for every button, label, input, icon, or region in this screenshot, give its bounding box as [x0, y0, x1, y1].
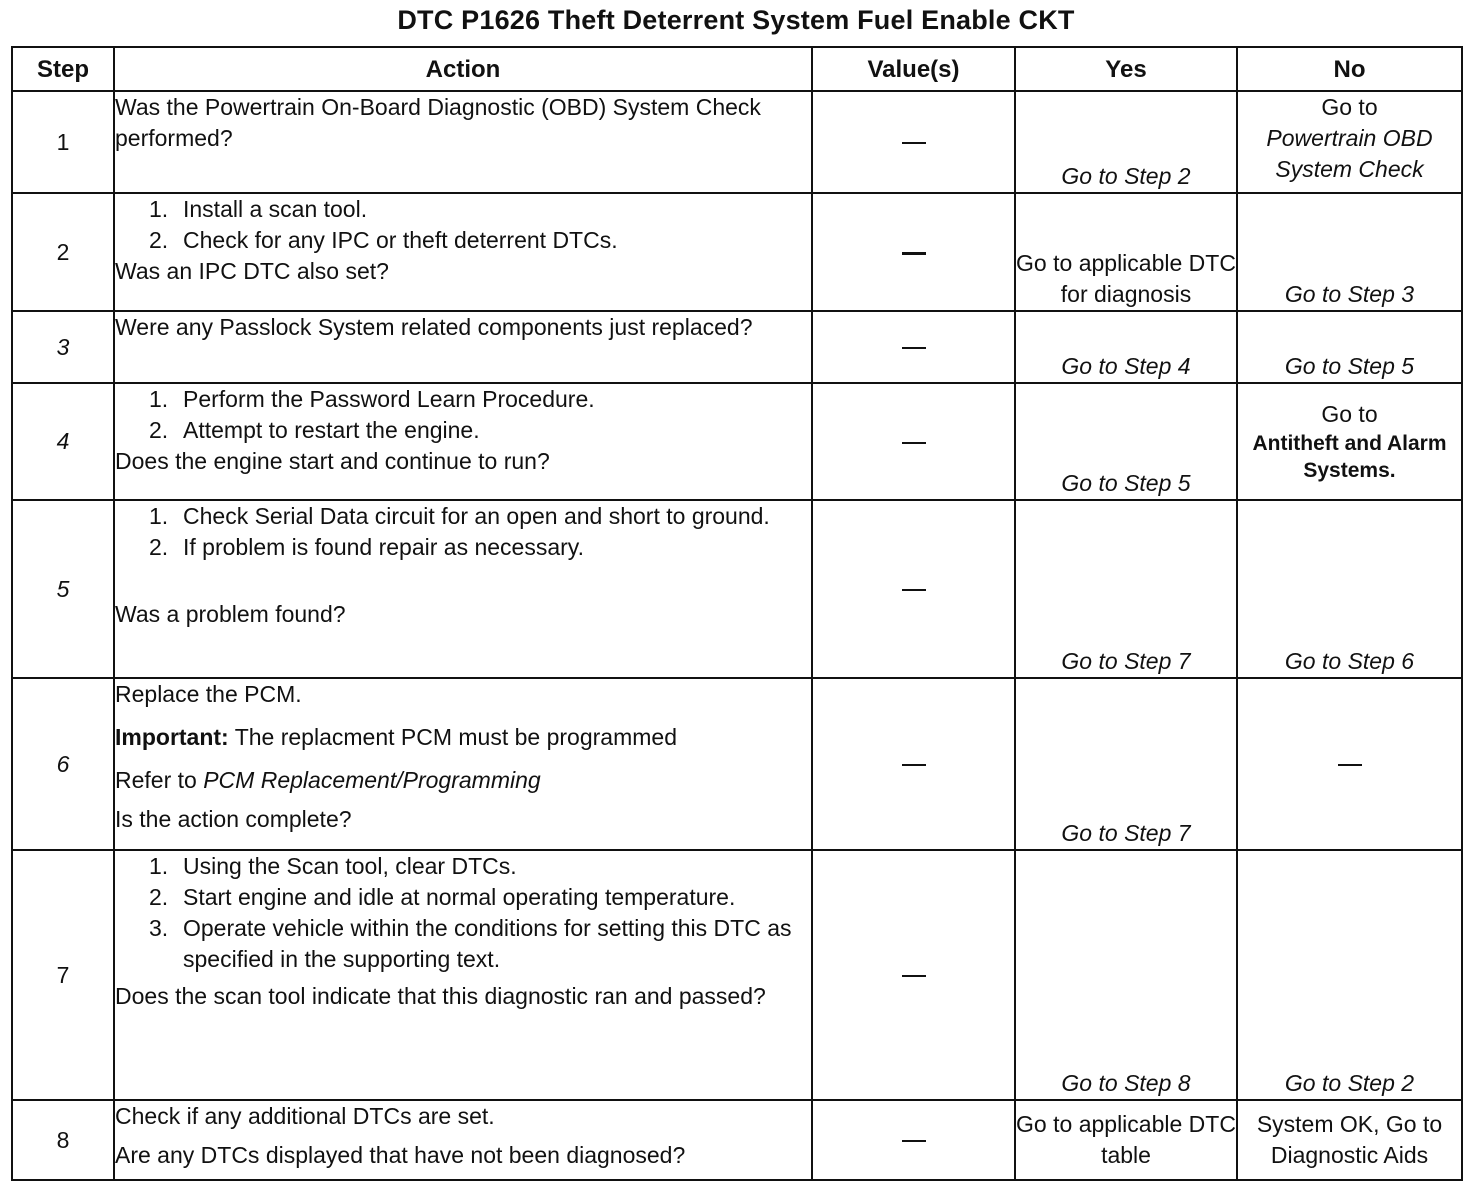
table-row — [12, 91, 1462, 193]
yes-cell — [1015, 383, 1237, 500]
no-link[interactable]: Powertrain OBD System Check — [1266, 125, 1433, 182]
step-number: 2 — [12, 193, 114, 311]
action-cell — [114, 500, 812, 678]
action-step-text: Check Serial Data circuit for an open and short to ground. — [183, 503, 770, 529]
action-text: Replace the PCM. — [115, 681, 302, 707]
refer-link[interactable]: PCM Replacement/Programming — [203, 767, 541, 793]
yes-link[interactable]: Go to Step 2 — [1061, 163, 1191, 189]
step-number: 1 — [12, 91, 114, 193]
yes-cell — [1015, 500, 1237, 678]
action-question: Is the action complete? — [115, 806, 352, 832]
header-action: Action — [114, 47, 812, 91]
yes-link[interactable]: Go to Step 4 — [1061, 353, 1191, 379]
step-number: 7 — [12, 850, 114, 1100]
action-cell — [114, 1100, 812, 1180]
action-step-text: Attempt to restart the engine. — [183, 417, 480, 443]
action-question: Was a problem found? — [115, 601, 346, 627]
value-dash — [902, 442, 926, 444]
no-cell — [1237, 850, 1462, 1100]
value-dash — [902, 975, 926, 977]
action-text: Was the Powertrain On-Board Diagnostic (OBD) System Check performed? — [115, 94, 761, 151]
no-dash — [1338, 764, 1362, 766]
action-cell — [114, 91, 812, 193]
table-row — [12, 311, 1462, 383]
action-step-text: Install a scan tool. — [183, 196, 368, 222]
page-title: DTC P1626 Theft Deterrent System Fuel Enable CKT — [397, 5, 1075, 35]
yes-cell — [1015, 1100, 1237, 1180]
value-cell — [812, 1100, 1015, 1180]
no-text: Go to — [1321, 94, 1378, 120]
important-label: Important: — [115, 724, 229, 750]
refer-line — [115, 765, 811, 796]
yes-text: Go to applicable DTC table — [1016, 1111, 1236, 1168]
value-dash — [902, 347, 926, 349]
header-no: No — [1237, 47, 1462, 91]
action-step: 1. Check Serial Data circuit for an open and short to ground. — [149, 501, 811, 532]
no-text: Go to — [1321, 401, 1378, 427]
no-cell — [1237, 311, 1462, 383]
step-number: 3 — [12, 311, 114, 383]
yes-link[interactable]: Go to Step 7 — [1061, 820, 1191, 846]
action-step-text: Start engine and idle at normal operating temperature. — [183, 884, 736, 910]
value-dash — [902, 589, 926, 591]
yes-cell — [1015, 850, 1237, 1100]
value-cell — [812, 91, 1015, 193]
action-step: 1. Perform the Password Learn Procedure. — [149, 384, 811, 415]
no-link[interactable]: Antitheft and Alarm Systems. — [1252, 432, 1447, 482]
no-link[interactable]: Go to Step 3 — [1284, 281, 1415, 307]
action-step-text: Perform the Password Learn Procedure. — [183, 386, 595, 412]
no-cell — [1237, 383, 1462, 500]
yes-cell — [1015, 91, 1237, 193]
action-cell — [114, 678, 812, 850]
yes-cell — [1015, 193, 1237, 311]
no-link[interactable]: Go to Step 2 — [1284, 1070, 1415, 1096]
no-link[interactable]: Go to Step 5 — [1284, 353, 1415, 379]
no-text: System OK, Go to Diagnostic Aids — [1256, 1111, 1443, 1168]
action-step-text: Operate vehicle within the conditions for setting this DTC as specified in the supporting text. — [183, 915, 792, 972]
yes-link[interactable]: Go to Step 7 — [1061, 648, 1191, 674]
no-cell — [1237, 1100, 1462, 1180]
header-step: Step — [12, 47, 114, 91]
value-dash — [902, 1140, 926, 1142]
header-values: Value(s) — [812, 47, 1015, 91]
action-steps — [115, 384, 811, 446]
diagnostic-table — [11, 46, 1463, 1181]
value-cell — [812, 850, 1015, 1100]
action-cell — [114, 850, 812, 1100]
value-dash — [902, 764, 926, 766]
important-note — [115, 722, 811, 753]
yes-link[interactable]: Go to Step 8 — [1061, 1070, 1191, 1096]
action-step: 2. Check for any IPC or theft deterrent DTCs. — [149, 225, 811, 256]
no-link[interactable]: Go to Step 6 — [1284, 648, 1415, 674]
header-yes: Yes — [1015, 47, 1237, 91]
action-text: Check if any additional DTCs are set. — [115, 1103, 495, 1129]
step-number: 5 — [12, 500, 114, 678]
refer-prefix: Refer to — [115, 767, 197, 793]
action-question: Was an IPC DTC also set? — [115, 258, 389, 284]
action-cell — [114, 311, 812, 383]
step-number: 6 — [12, 678, 114, 850]
action-step: 1. Using the Scan tool, clear DTCs. — [149, 851, 811, 882]
no-cell — [1237, 678, 1462, 850]
yes-cell — [1015, 311, 1237, 383]
value-cell — [812, 311, 1015, 383]
action-cell — [114, 383, 812, 500]
table-row — [12, 193, 1462, 311]
yes-link[interactable]: Go to Step 5 — [1061, 470, 1191, 496]
action-steps — [115, 501, 811, 563]
no-cell — [1237, 500, 1462, 678]
action-step: 2. If problem is found repair as necessary. — [149, 532, 811, 563]
value-dash — [902, 252, 926, 255]
no-cell — [1237, 193, 1462, 311]
action-step-text: Using the Scan tool, clear DTCs. — [183, 853, 517, 879]
action-step-text: Check for any IPC or theft deterrent DTCs. — [183, 227, 618, 253]
action-text: Were any Passlock System related components just replaced? — [115, 314, 753, 340]
action-steps — [115, 851, 811, 975]
action-question: Does the scan tool indicate that this diagnostic ran and passed? — [115, 983, 766, 1009]
yes-cell — [1015, 678, 1237, 850]
action-step: 1. Install a scan tool. — [149, 194, 811, 225]
yes-text: Go to applicable DTC for diagnosis — [1016, 250, 1236, 307]
value-cell — [812, 383, 1015, 500]
table-row — [12, 850, 1462, 1100]
action-steps — [115, 194, 811, 256]
header-row — [12, 47, 1462, 91]
action-question: Does the engine start and continue to run? — [115, 448, 550, 474]
step-number: 4 — [12, 383, 114, 500]
value-cell — [812, 500, 1015, 678]
value-cell — [812, 678, 1015, 850]
step-number: 8 — [12, 1100, 114, 1180]
action-step-text: If problem is found repair as necessary. — [183, 534, 584, 560]
table-row — [12, 1100, 1462, 1180]
table-row — [12, 500, 1462, 678]
action-step: 3. Operate vehicle within the conditions for setting this DTC as specified in the supporting text. — [149, 913, 811, 975]
action-step: 2. Start engine and idle at normal operating temperature. — [149, 882, 811, 913]
important-text: The replacment PCM must be programmed — [234, 724, 677, 750]
table-row — [12, 678, 1462, 850]
action-step: 2. Attempt to restart the engine. — [149, 415, 811, 446]
value-dash — [902, 142, 926, 144]
action-cell — [114, 193, 812, 311]
table-row — [12, 383, 1462, 500]
no-cell — [1237, 91, 1462, 193]
value-cell — [812, 193, 1015, 311]
action-question: Are any DTCs displayed that have not been diagnosed? — [115, 1142, 686, 1168]
